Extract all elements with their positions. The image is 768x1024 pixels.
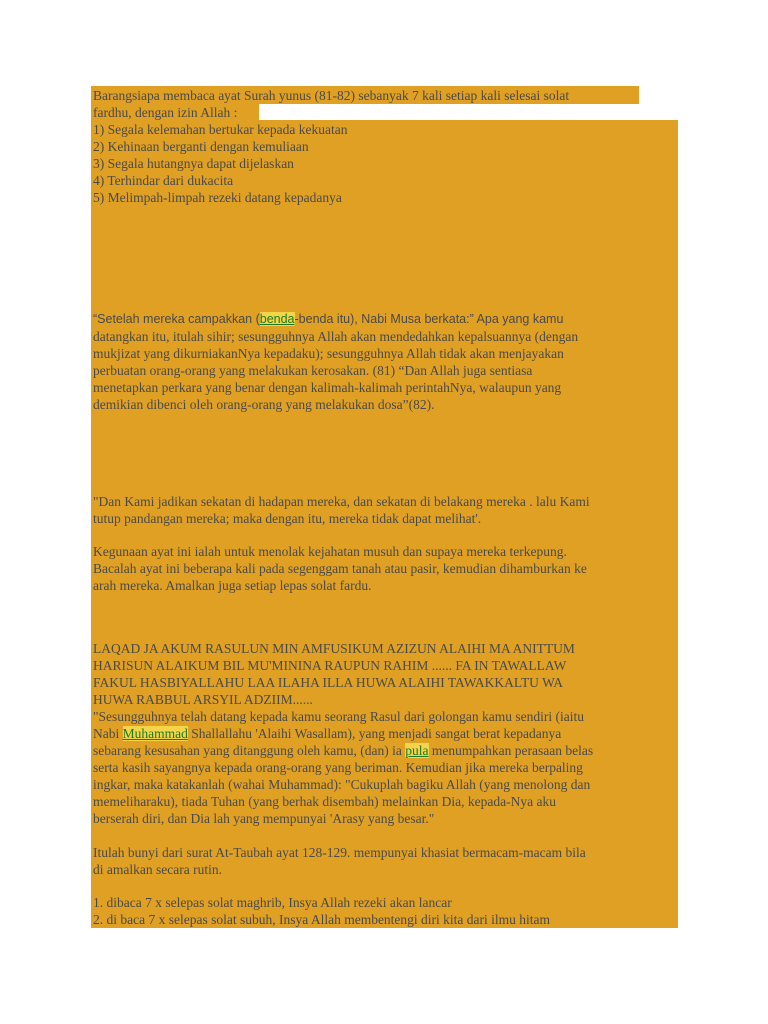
amalan-item-1: 1. dibaca 7 x selepas solat maghrib, Insya Allah rezeki akan lancar (93, 895, 452, 910)
taubah-translation-line-3-end: menumpahkan perasaan belas (428, 743, 594, 758)
yunus-translation-line-5: menetapkan perkara yang benar dengan kalimah-kalimah perintahNya, walaupun yang (93, 380, 562, 395)
yunus-translation-line-3: mukjizat yang dikurniakanNya kepadaku); sesungguhnya Allah tidak akan menjayakan (93, 346, 564, 361)
kegunaan-line-1: Kegunaan ayat ini ialah untuk menolak kejahatan musuh dan supaya mereka terkepung. (93, 544, 567, 559)
benefit-item-2: 2) Kehinaan berganti dengan kemuliaan (93, 139, 309, 154)
transliteration-line-4: HUWA RABBUL ARSYIL ADZIIM...... (93, 692, 313, 707)
taubah-translation-line-6: memeliharaku), tiada Tuhan (yang berhak disembah) melainkan Dia, kepada-Nya aku (93, 794, 556, 809)
link-pula[interactable]: pula (405, 743, 429, 758)
khasiat-line-2: di amalkan secara rutin. (93, 862, 222, 877)
taubah-translation-line-1: "Sesungguhnya telah datang kepada kamu seorang Rasul dari golongan kamu sendiri (iaitu (93, 709, 585, 724)
yunus-translation-line-6: demikian dibenci oleh orang-orang yang melakukan dosa”(82). (93, 397, 435, 412)
benefit-item-3: 3) Segala hutangnya dapat dijelaskan (93, 156, 294, 171)
kegunaan-line-3: arah mereka. Amalkan juga setiap lepas solat fardu. (93, 578, 372, 593)
sekatan-line-1: "Dan Kami jadikan sekatan di hadapan mereka, dan sekatan di belakang mereka . lalu Kami (93, 494, 590, 509)
taubah-translation-line-5: ingkar, maka katakanlah (wahai Muhammad): "Cukuplah bagiku Allah (yang menolong dan (93, 777, 591, 792)
khasiat-line-1: Itulah bunyi dari surat At-Taubah ayat 128-129. mempunyai khasiat bermacam-macam bila (93, 845, 586, 860)
intro-line-2: fardhu, dengan izin Allah : (93, 105, 238, 120)
amalan-item-2: 2. di baca 7 x selepas solat subuh, Insya Allah membentengi diri kita dari ilmu hitam (93, 912, 551, 927)
sekatan-line-2: tutup pandangan mereka; maka dengan itu, mereka tidak dapat melihat'. (93, 511, 482, 526)
yunus-translation-line-2: datangkan itu, itulah sihir; sesungguhnya Allah akan mendedahkan kepalsuannya (dengan (93, 329, 579, 344)
yunus-translation-line-1 (93, 311, 563, 328)
benefit-item-5: 5) Melimpah-limpah rezeki datang kepadanya (93, 190, 342, 205)
intro-line-1: Barangsiapa membaca ayat Surah yunus (81-82) sebanyak 7 kali setiap kali selesai solat (93, 88, 570, 103)
yunus-translation-line-1-start: “Setelah mereka campakkan ( (93, 312, 260, 326)
taubah-translation-line-3 (93, 742, 593, 759)
transliteration-line-1: LAQAD JA AKUM RASULUN MIN AMFUSIKUM AZIZUN ALAIHI MA ANITTUM (93, 641, 575, 656)
kegunaan-line-2: Bacalah ayat ini beberapa kali pada segenggam tanah atau pasir, kemudian dihamburkan ke (93, 561, 587, 576)
link-muhammad[interactable]: Muhammad (122, 726, 188, 741)
benefit-item-4: 4) Terhindar dari dukacita (93, 173, 234, 188)
taubah-translation-line-4: serta kasih sayangnya kepada orang-orang yang beriman. Kemudian jika mereka berpaling (93, 760, 583, 775)
taubah-translation-line-3-start: sebarang kesusahan yang ditanggung oleh kamu, (dan) ia (93, 743, 406, 758)
link-benda[interactable]: benda (259, 312, 295, 326)
transliteration-line-3: FAKUL HASBIYALLAHU LAA ILAHA ILLA HUWA ALAIHI TAWAKKALTU WA (93, 675, 564, 690)
yunus-translation-line-1-end: -benda itu), Nabi Musa berkata:” Apa yang kamu (294, 312, 564, 326)
yunus-translation-line-4: perbuatan orang-orang yang melakukan kerosakan. (81) “Dan Allah juga sentiasa (93, 363, 533, 378)
taubah-translation-line-2 (93, 725, 561, 742)
taubah-translation-line-7: berserah diri, dan Dia lah yang mempunyai 'Arasy yang besar." (93, 811, 435, 826)
benefit-item-1: 1) Segala kelemahan bertukar kepada kekuatan (93, 122, 348, 137)
taubah-translation-line-2-end: Shallallahu 'Alaihi Wasallam), yang menjadi sangat berat kepadanya (187, 726, 562, 741)
taubah-translation-line-2-start: Nabi (93, 726, 123, 741)
transliteration-line-2: HARISUN ALAIKUM BIL MU'MININA RAUPUN RAHIM ...... FA IN TAWALLAW (93, 658, 567, 673)
